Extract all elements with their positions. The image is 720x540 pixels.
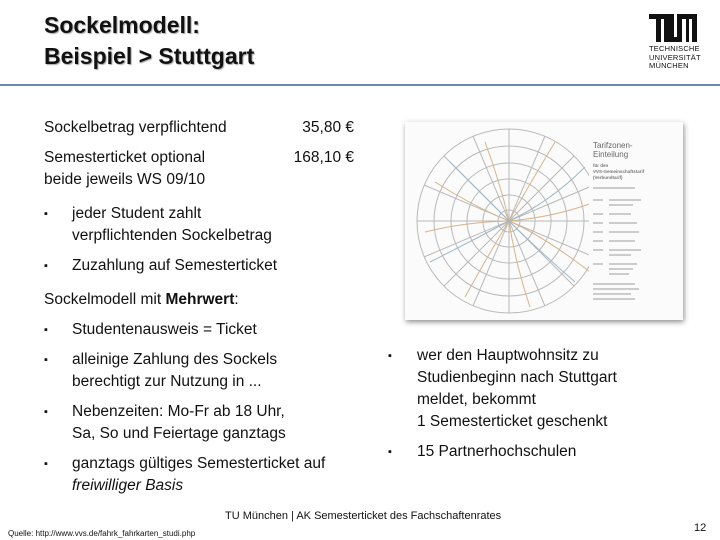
title-line-2: Beispiel > Stuttgart <box>44 43 255 69</box>
price-row-sockel <box>44 117 354 139</box>
left-column <box>44 117 354 497</box>
mehrwert-heading: Sockelmodell mit Mehrwert: <box>44 291 239 308</box>
title-line-1: Sockelmodell: <box>44 12 200 38</box>
tum-logo <box>649 14 701 71</box>
price-value: 168,10 € <box>293 149 354 166</box>
bullet-item: ▪ Nebenzeiten: Mo-Fr ab 18 Uhr, Sa, So und Feiertage ganztags <box>44 401 354 445</box>
tum-logo-mark <box>649 14 697 42</box>
tariff-zone-map-graphic <box>405 122 683 320</box>
bullet-item: ▪ Studentenausweis = Ticket <box>44 319 354 341</box>
bullet-item: ▪ alleinige Zahlung des Sockels berechtigt zur Nutzung in ... <box>44 349 354 393</box>
map-subtitle-line-3: (Verbundtarif) <box>593 175 623 180</box>
source-link: Quelle: http://www.vvs.de/fahrk_fahrkarten_studi.php <box>8 529 196 538</box>
price-label: Semesterticket optional <box>44 149 206 166</box>
footer-text: TU München | AK Semesterticket des Fachschaftenrates <box>225 510 502 522</box>
map-title-line-1: Tarifzonen- <box>593 141 633 150</box>
right-column <box>388 345 688 463</box>
map-subtitle-line-1: für den <box>593 163 609 168</box>
map-title-line-2: Einteilung <box>593 150 629 159</box>
price-row-semesterticket <box>44 147 354 169</box>
bullet-item: ▪ jeder Student zahlt verpflichtenden Sockelbetrag <box>44 203 354 247</box>
bullet-item: ▪ ganztags gültiges Semesterticket auf freiwilliger Basis <box>44 453 354 497</box>
tariff-zone-map <box>405 122 683 320</box>
logo-text-1: TECHNISCHE <box>649 44 700 53</box>
logo-text-3: MÜNCHEN <box>649 61 689 70</box>
page-number: 12 <box>694 522 707 534</box>
price-label: Sockelbetrag verpflichtend <box>44 119 227 136</box>
bullet-item: ▪ Zuzahlung auf Semesterticket <box>44 255 354 277</box>
price-value: 35,80 € <box>302 119 354 136</box>
title-divider <box>0 84 720 86</box>
prices-note: beide jeweils WS 09/10 <box>44 171 206 188</box>
bullet-item: ▪ 15 Partnerhochschulen <box>388 441 688 463</box>
bullet-item: ▪ wer den Hauptwohnsitz zu Studienbeginn nach Stuttgart meldet, bekommt 1 Semesterticket geschenkt <box>388 345 688 433</box>
slide-title <box>44 10 254 72</box>
map-subtitle-line-2: VVS-Gemeinschaftstarif <box>593 169 645 174</box>
logo-text-2: UNIVERSITÄT <box>649 52 701 62</box>
